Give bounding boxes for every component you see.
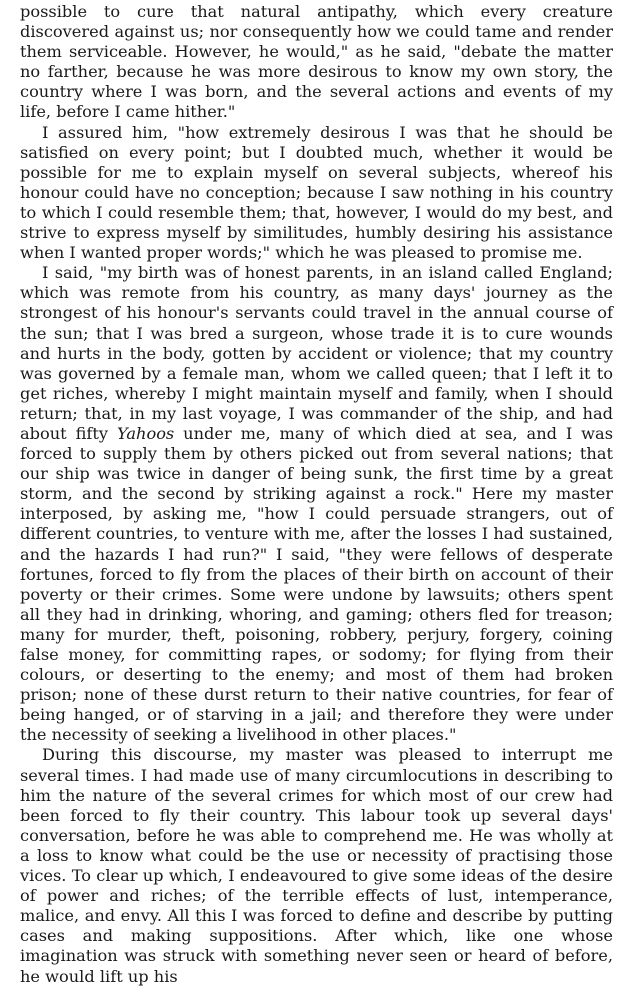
paragraph-2: I assured him, "how extremely desirous I was that he should be satisfied on every point; but I doubted much, whether it would be possible for me to explain myself on several subjects, whereof his honour could have no conception; because I saw nothing in his country to which I could resemble them; that, however, I would do my best, and strive to express myself by similitudes, humbly desiring his assistance when I wanted proper words;" which he was pleased to promise me. xyxy=(20,122,613,263)
paragraph-4: During this discourse, my master was pleased to interrupt me several times. I had made use of many circumlocutions in describing to him the nature of the several crimes for which most of our crew had been forced to fly their country. This labour took up several days' conversation, before he was able to comprehend me. He was wholly at a loss to know what could be the use or necessity of practising those vices. To clear up which, I endeavoured to give some ideas of the desire of power and riches; of the terrible effects of lust, intemperance, malice, and envy. All this I was forced to define and describe by putting cases and making suppositions. After which, like one whose imagination was struck with something never seen or heard of before, he would lift up his xyxy=(20,745,613,986)
paragraph-3-text-end: under me, many of which died at sea, and I was forced to supply them by others picked out from several nations; that our ship was twice in danger of being sunk, the first time by a great storm, and the second by striking against a rock." Here my master interposed, by asking me, "how I could persuade strangers, out of different countries, to venture with me, after the losses I had sustained, and the hazards I had run?" I said, "they were fellows of desperate fortunes, forced to fly from the places of their birth on account of their poverty or their crimes. Some were undone by lawsuits; others spent all they had in drinking, whoring, and gaming; others fled for treason; many for murder, theft, poisoning, robbery, perjury, forgery, coining false money, for committing rapes, or sodomy; for flying from their colours, or deserting to the enemy; and most of them had broken prison; none of these durst return to their native countries, for fear of being hanged, or of starving in a jail; and therefore they were under the necessity of seeking a livelihood in other places." xyxy=(20,423,613,745)
paragraph-3-text-start: I said, "my birth was of honest parents, in an island called England; which was remote from his country, as many days' journey as the strongest of his honour's servants could travel in the annual course of the sun; that I was bred a surgeon, whose trade it is to cure wounds and hurts in the body, gotten by accident or violence; that my country was governed by a female man, whom we called queen; that I left it to get riches, whereby I might maintain myself and family, when I should return; that, in my last voyage, I was commander of the ship, and had about fifty xyxy=(20,263,613,443)
italic-yahoos: Yahoos xyxy=(116,423,175,443)
paragraph-3 xyxy=(20,263,613,745)
book-page xyxy=(20,2,613,987)
paragraph-1: possible to cure that natural antipathy, which every creature discovered against us; nor consequently how we could tame and render them serviceable. However, he would," as he said, "debate the matter no farther, because he was more desirous to know my own story, the country where I was born, and the several actions and events of my life, before I came hither." xyxy=(20,2,613,122)
